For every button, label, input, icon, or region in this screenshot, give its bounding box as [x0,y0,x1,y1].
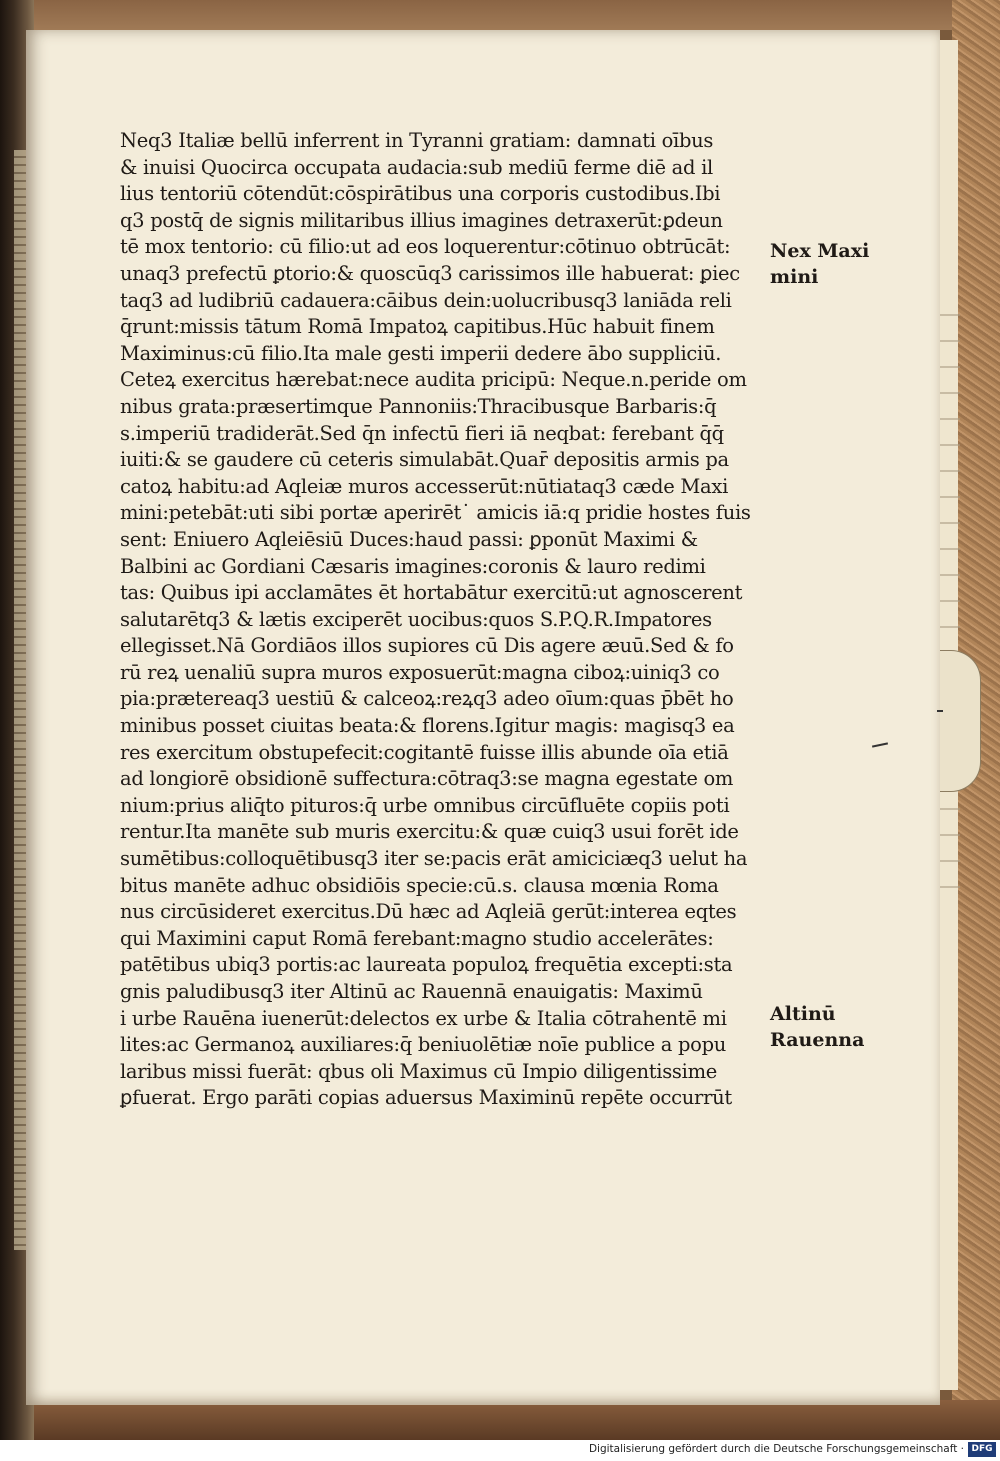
text-line: res exercitum obstupefecit:cogitantē fuisse illis abunde oīa etiā [120,740,729,764]
funding-credit: Digitalisierung gefördert durch die Deutsche Forschungsgemeinschaft · [588,1443,964,1455]
text-line: q3 postq̄ de signis militaribus illius imagines detraxerūt:ꝑdeun [120,208,723,232]
text-line: Neq3 Italiæ bellū inferrent in Tyranni gratiam: damnati oībus [120,129,714,152]
text-line: ad longiorē obsidionē suffectura:cōtraq3:se magna egestate om [120,767,734,791]
text-line: iuiti:& se gaudere cū ceteris simulabāt.Quar̄ depositis armis pa [120,448,729,472]
text-line: nibus grata:præsertimque Pannoniis:Thracibusque Barbaris:q̄ [120,394,717,418]
text-line: nus circūsideret exercitus.Dū hæc ad Aqleiā gerūt:interea eqtes [120,900,737,924]
text-line: & inuisi Quocirca occupata audacia:sub mediū ferme diē ad il [120,155,713,179]
text-line: s.imperiū tradiderāt.Sed q̄n infectū fieri iā neqbat: ferebant q̄q̄ [120,421,724,445]
text-line: laribus missi fuerāt: qbus oli Maximus cū Impio diligentissime [120,1059,717,1083]
text-line: sumētibus:colloquētibusq3 iter se:pacis erāt amiciciæq3 uelut ha [120,847,748,871]
text-line: bitus manēte adhuc obsidiōis specie:cū.s. clausa mœnia Roma [120,873,719,897]
text-line: lius tentoriū cōtendūt:cōspirātibus una corporis custodibus.Ibi [120,182,721,206]
margin-note-line: mini [770,266,819,288]
binding-board-top [0,0,1000,30]
text-line: minibus posset ciuitas beata:& florens.Igitur magis: magisq3 ea [120,714,735,738]
text-line: rentur.Ita manēte sub muris exercitu:& quæ cuiq3 usui forēt ide [120,820,739,844]
text-line: rū reꝝ uenaliū supra muros exposuerūt:magna ciboꝝ:uiniq3 co [120,660,720,684]
margin-note-nex-maximini [770,238,869,290]
margin-note-line: Nex Maxi [770,240,870,262]
margin-note-line: Rauenna [770,1029,865,1051]
text-line: Maximinus:cū filio.Ita male gesti imperii dedere ābo suppliciū. [120,341,722,365]
text-line: tē mox tentorio: cū filio:ut ad eos loquerentur:cōtinuo obtrūcāt: [120,235,731,259]
text-line: ꝑfuerat. Ergo parāti copias aduersus Maximinū repēte occurrūt [120,1086,732,1110]
text-line: patētibus ubiq3 portis:ac laureata populoꝝ frequētia excepti:sta [120,953,733,977]
text-line: Ceteꝝ exercitus hærebat:nece audita pricipū: Neque.n.peride om [120,368,747,392]
footer-bar [0,1440,1000,1461]
text-line: i urbe Rauēna iuenerūt:delectos ex urbe & Italia cōtrahentē mi [120,1006,727,1030]
text-line: mini:petebāt:uti sibi portæ aperirēt˙ amicis iā:q pridie hostes fuis [120,501,751,525]
paper-tab [940,650,981,792]
text-line: salutarētq3 & lætis exciperēt uocibus:quos S.P.Q.R.Impatores [120,607,712,631]
margin-note-line: Altinū [770,1003,836,1025]
text-line: gnis paludibusq3 iter Altinū ac Rauennā enauigatis: Maximū [120,980,703,1003]
dfg-logo-icon: DFG [968,1442,996,1457]
text-line: taq3 ad ludibriū cadauera:cāibus dein:uolucribusq3 laniāda reli [120,288,732,312]
text-line: catoꝝ habitu:ad Aqleiæ muros accesserūt:nūtiataq3 cæde Maxi [120,474,729,498]
text-line: pia:prætereaq3 uestiū & calceoꝝ:reꝝq3 adeo oīum:quas p̄bēt ho [120,687,734,711]
text-line: tas: Quibus ipi acclamātes ēt hortabātur exercitū:ut agnoscerent [120,581,743,605]
margin-note-altinum-rauenna [770,1001,864,1053]
text-line: Balbini ac Gordiani Cæsaris imagines:coronis & lauro redimi [120,554,706,578]
text-line: q̄runt:missis tātum Romā Impatoꝝ capitibus.Hūc habuit finem [120,315,715,339]
text-line: lites:ac Germanoꝝ auxiliares:q̄ beniuolētiæ noīe publice a popu [120,1033,727,1057]
text-line: nium:prius aliq̄to pituros:q̄ urbe omnibus circūfluēte copiis poti [120,793,730,817]
binding-board-bottom [0,1400,1000,1440]
text-line: ellegisset.Nā Gordiāos illos supiores cū Dis agere æuū.Sed & fo [120,634,734,658]
margin-tick [937,710,943,712]
main-text-block [120,128,760,1112]
text-line: qui Maximini caput Romā ferebant:magno studio accelerātes: [120,926,714,950]
text-line: unaq3 prefectū ꝑtorio:& quoscūq3 carissimos ille habuerat: ꝑiec [120,261,740,285]
text-line: sent: Eniuero Aqleiēsiū Duces:haud passi: ꝑponūt Maximi & [120,527,698,551]
